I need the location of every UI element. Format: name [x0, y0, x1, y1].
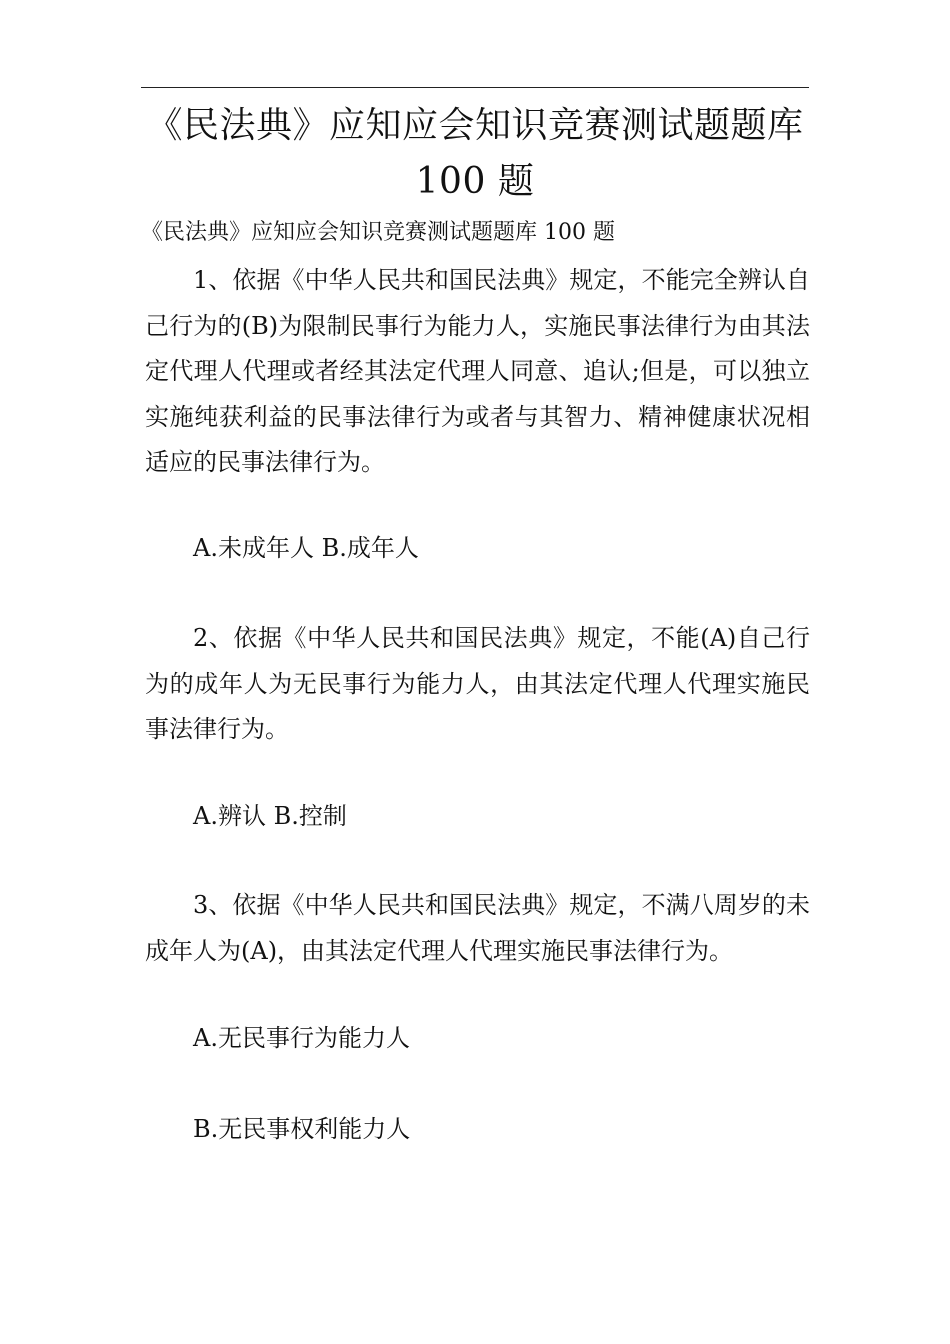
- question-3-text: 3、依据《中华人民共和国民法典》规定，不满八周岁的未成年人为(A)，由其法定代理人代理实施民事法律行为。: [145, 891, 810, 965]
- question-3-option-b: B.无民事权利能力人: [193, 1115, 411, 1143]
- question-1-options: A.未成年人 B.成年人: [193, 534, 419, 562]
- document-subtitle: 《民法典》应知应会知识竞赛测试题题库 100 题: [141, 220, 615, 245]
- question-2-text: 2、依据《中华人民共和国民法典》规定，不能(A)自己行为的成年人为无民事行为能力人，由其法定代理人代理实施民事法律行为。: [145, 624, 810, 743]
- document-title: [141, 98, 809, 210]
- question-3-option-a: A.无民事行为能力人: [193, 1024, 410, 1052]
- header-rule: [141, 87, 809, 88]
- title-line-2: 100 题: [415, 161, 535, 202]
- question-1-text: 1、依据《中华人民共和国民法典》规定，不能完全辨认自己行为的(B)为限制民事行为能力人，实施民事法律行为由其法定代理人代理或者经其法定代理人同意、追认;但是，可以独立实施纯获利益的民事法律行为或者与其智力、精神健康状况相适应的民事法律行为。: [145, 266, 810, 476]
- title-line-1: 《民法典》应知应会知识竞赛测试题题库: [146, 105, 804, 146]
- question-2-options: A.辨认 B.控制: [193, 802, 347, 830]
